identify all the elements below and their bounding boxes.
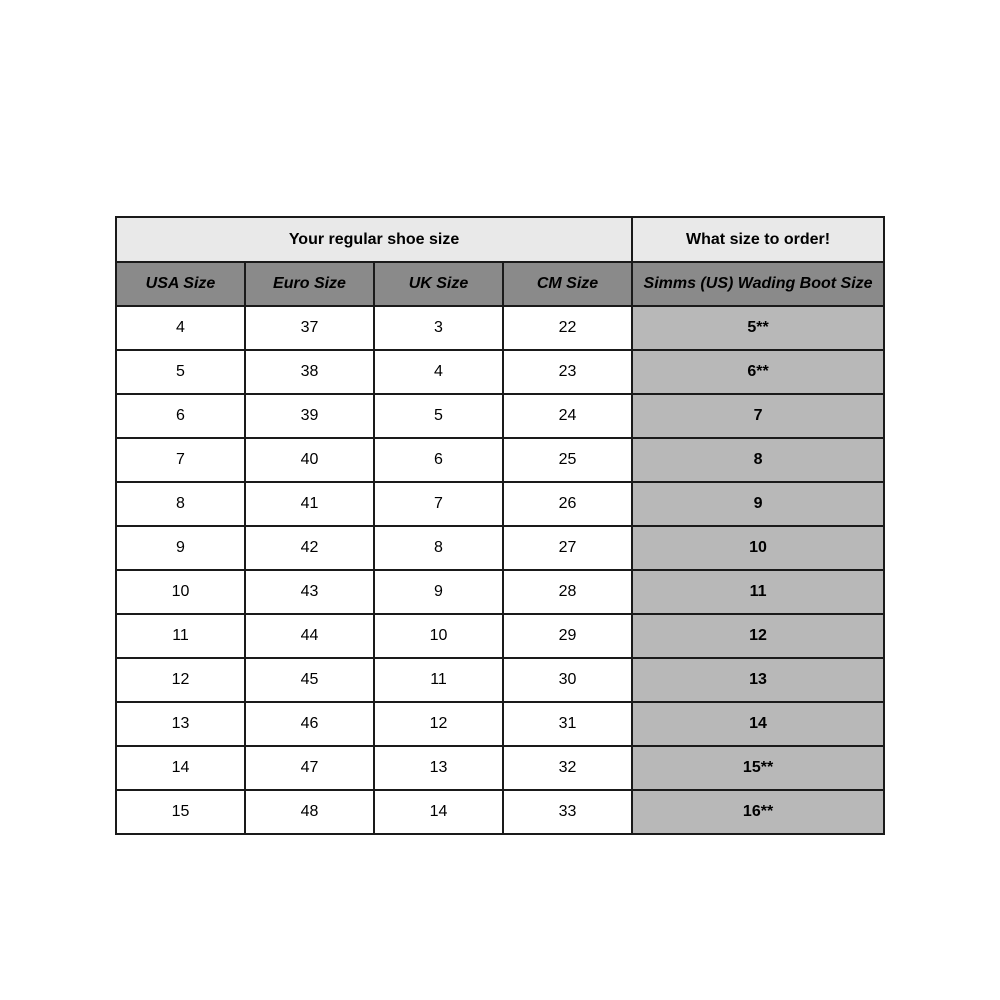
usa-size-cell: 12: [116, 658, 245, 702]
euro-size-cell: 46: [245, 702, 374, 746]
column-header-wading-boot: Simms (US) Wading Boot Size: [632, 262, 884, 306]
uk-size-cell: 10: [374, 614, 503, 658]
usa-size-cell: 11: [116, 614, 245, 658]
uk-size-cell: 7: [374, 482, 503, 526]
wading-boot-size-cell: 10: [632, 526, 884, 570]
uk-size-cell: 11: [374, 658, 503, 702]
table-row: [116, 614, 884, 658]
table-row: [116, 570, 884, 614]
wading-boot-size-cell: 12: [632, 614, 884, 658]
wading-boot-size-cell: 14: [632, 702, 884, 746]
cm-size-cell: 30: [503, 658, 632, 702]
usa-size-cell: 7: [116, 438, 245, 482]
euro-size-cell: 48: [245, 790, 374, 834]
cm-size-cell: 25: [503, 438, 632, 482]
cm-size-cell: 27: [503, 526, 632, 570]
euro-size-cell: 42: [245, 526, 374, 570]
table-row: [116, 350, 884, 394]
cm-size-cell: 29: [503, 614, 632, 658]
table-row: [116, 658, 884, 702]
usa-size-cell: 9: [116, 526, 245, 570]
table-row: [116, 438, 884, 482]
wading-boot-size-cell: 5**: [632, 306, 884, 350]
wading-boot-size-cell: 13: [632, 658, 884, 702]
usa-size-cell: 13: [116, 702, 245, 746]
wading-boot-size-cell: 11: [632, 570, 884, 614]
size-conversion-table: [115, 216, 885, 835]
cm-size-cell: 24: [503, 394, 632, 438]
size-chart: [115, 216, 883, 835]
table-row: [116, 746, 884, 790]
euro-size-cell: 38: [245, 350, 374, 394]
column-header-euro: Euro Size: [245, 262, 374, 306]
table-row: [116, 482, 884, 526]
wading-boot-size-cell: 6**: [632, 350, 884, 394]
wading-boot-size-cell: 16**: [632, 790, 884, 834]
euro-size-cell: 41: [245, 482, 374, 526]
uk-size-cell: 9: [374, 570, 503, 614]
euro-size-cell: 47: [245, 746, 374, 790]
euro-size-cell: 43: [245, 570, 374, 614]
column-header-row: [116, 262, 884, 306]
cm-size-cell: 23: [503, 350, 632, 394]
column-header-usa: USA Size: [116, 262, 245, 306]
table-row: [116, 306, 884, 350]
cm-size-cell: 32: [503, 746, 632, 790]
table-row: [116, 526, 884, 570]
uk-size-cell: 3: [374, 306, 503, 350]
euro-size-cell: 39: [245, 394, 374, 438]
wading-boot-size-cell: 9: [632, 482, 884, 526]
euro-size-cell: 45: [245, 658, 374, 702]
usa-size-cell: 15: [116, 790, 245, 834]
usa-size-cell: 10: [116, 570, 245, 614]
uk-size-cell: 5: [374, 394, 503, 438]
regular-size-group-header: Your regular shoe size: [116, 217, 632, 262]
column-header-uk: UK Size: [374, 262, 503, 306]
group-header-row: [116, 217, 884, 262]
order-size-group-header: What size to order!: [632, 217, 884, 262]
usa-size-cell: 6: [116, 394, 245, 438]
uk-size-cell: 6: [374, 438, 503, 482]
cm-size-cell: 22: [503, 306, 632, 350]
uk-size-cell: 14: [374, 790, 503, 834]
euro-size-cell: 37: [245, 306, 374, 350]
wading-boot-size-cell: 7: [632, 394, 884, 438]
uk-size-cell: 4: [374, 350, 503, 394]
cm-size-cell: 28: [503, 570, 632, 614]
wading-boot-size-cell: 15**: [632, 746, 884, 790]
cm-size-cell: 33: [503, 790, 632, 834]
table-body: [116, 306, 884, 834]
uk-size-cell: 13: [374, 746, 503, 790]
table-row: [116, 790, 884, 834]
cm-size-cell: 31: [503, 702, 632, 746]
euro-size-cell: 44: [245, 614, 374, 658]
table-row: [116, 702, 884, 746]
usa-size-cell: 8: [116, 482, 245, 526]
usa-size-cell: 4: [116, 306, 245, 350]
uk-size-cell: 12: [374, 702, 503, 746]
euro-size-cell: 40: [245, 438, 374, 482]
uk-size-cell: 8: [374, 526, 503, 570]
wading-boot-size-cell: 8: [632, 438, 884, 482]
cm-size-cell: 26: [503, 482, 632, 526]
column-header-cm: CM Size: [503, 262, 632, 306]
usa-size-cell: 14: [116, 746, 245, 790]
usa-size-cell: 5: [116, 350, 245, 394]
table-row: [116, 394, 884, 438]
